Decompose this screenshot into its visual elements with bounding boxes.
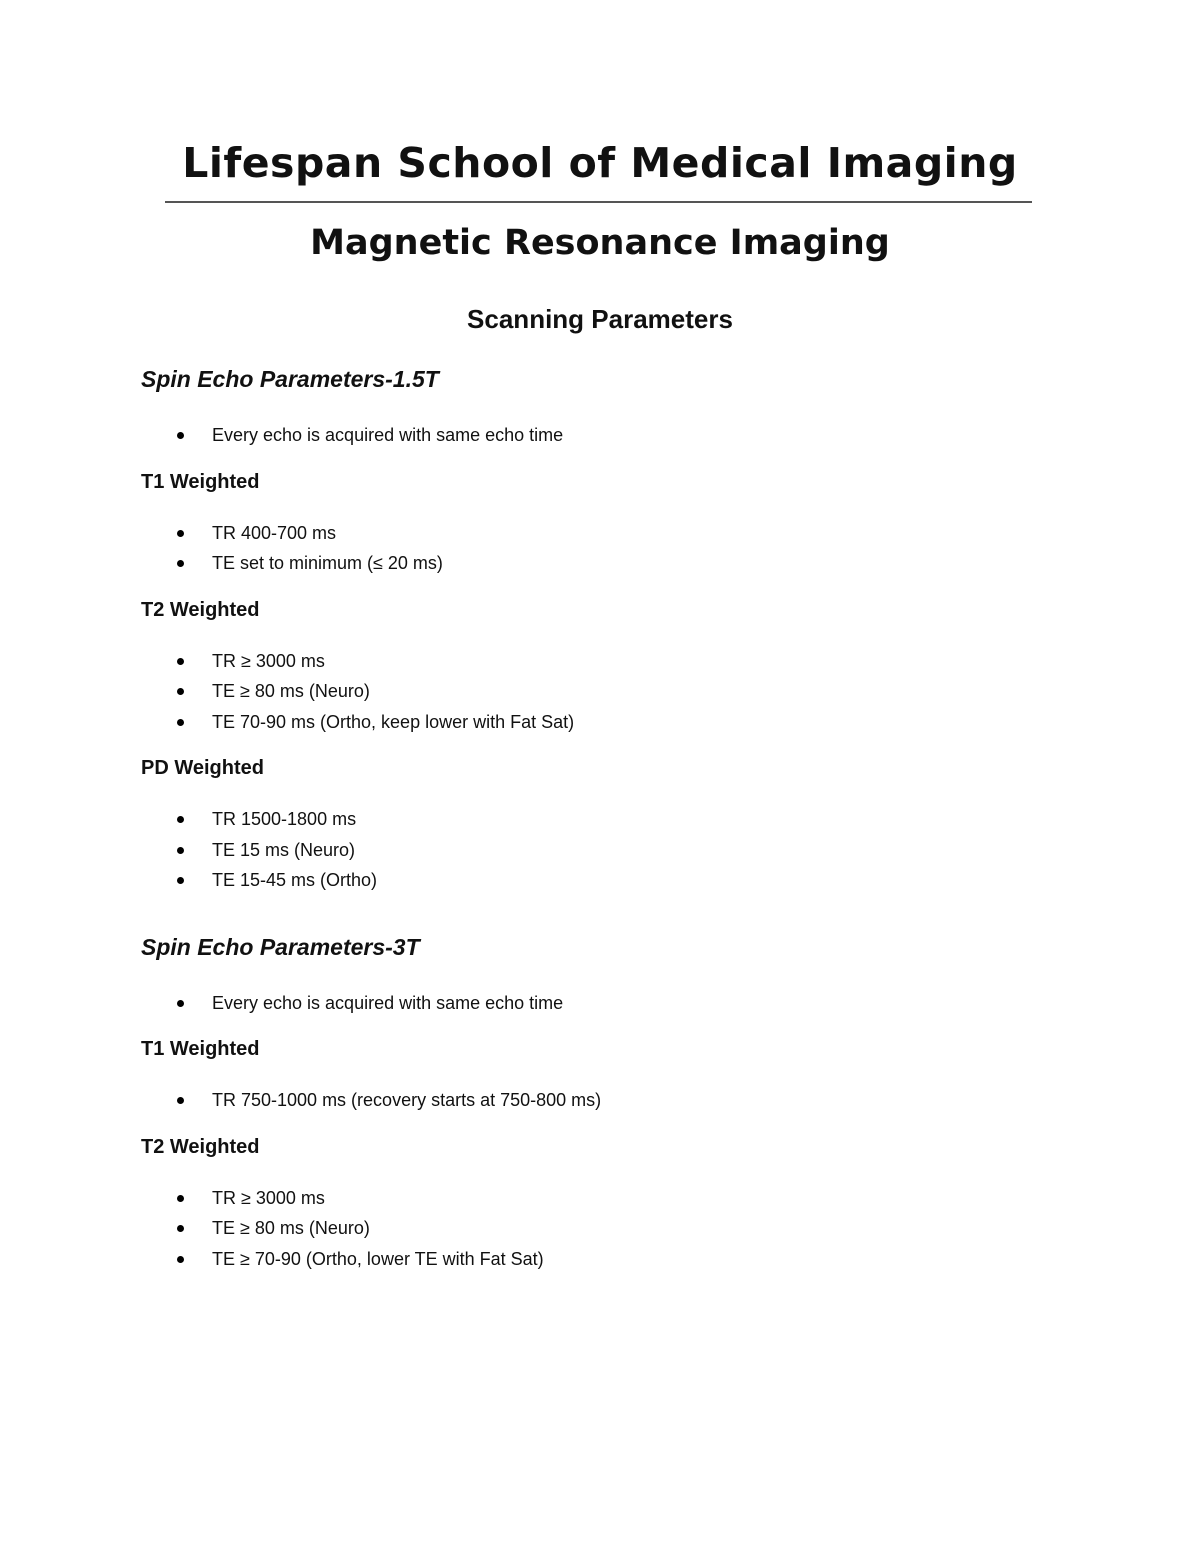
- intro-list: [141, 988, 1101, 1019]
- list-item: [141, 988, 1101, 1019]
- list-item: [141, 835, 1101, 866]
- list-item-text: Every echo is acquired with same echo time: [212, 425, 564, 445]
- bullet-icon: [177, 530, 184, 537]
- list-item: [141, 420, 1101, 451]
- parameter-list: [141, 1085, 1101, 1116]
- header-divider: [165, 201, 1032, 203]
- bullet-icon: [177, 1000, 184, 1007]
- subsection-heading: T2 Weighted: [141, 1135, 260, 1158]
- group-3t: [141, 930, 1101, 1275]
- list-item-text: TE set to minimum (≤ 20 ms): [212, 553, 443, 573]
- list-item: [141, 676, 1101, 707]
- list-item-text: TE ≥ 80 ms (Neuro): [212, 1218, 370, 1238]
- school-title: Lifespan School of Medical Imaging: [182, 139, 1018, 187]
- section-title: Scanning Parameters: [467, 304, 733, 334]
- list-item-text: Every echo is acquired with same echo time: [212, 992, 564, 1013]
- list-item: [141, 1183, 1101, 1214]
- list-item: [141, 1244, 1101, 1275]
- subsection-heading: T1 Weighted: [141, 1038, 260, 1060]
- parameter-list: [141, 646, 1101, 738]
- list-item-text: TR ≥ 3000 ms: [212, 1187, 325, 1208]
- parameter-list: [141, 1183, 1101, 1275]
- list-item: [141, 548, 1101, 579]
- list-item-text: TR 1500-1800 ms: [212, 809, 357, 829]
- bullet-icon: [177, 719, 184, 726]
- bullet-icon: [177, 1256, 184, 1263]
- subsection-heading: T1 Weighted: [141, 470, 260, 493]
- list-item-text: TR ≥ 3000 ms: [212, 650, 325, 671]
- list-item: [141, 865, 1101, 896]
- bullet-icon: [177, 877, 184, 884]
- list-item-text: TE 70-90 ms (Ortho, keep lower with Fat Sat): [212, 711, 575, 732]
- group-heading: Spin Echo Parameters-1.5T: [141, 366, 439, 392]
- program-subtitle: Magnetic Resonance Imaging: [310, 223, 890, 263]
- subsection-heading: PD Weighted: [141, 757, 264, 779]
- list-item: [141, 707, 1101, 738]
- list-item: [141, 1085, 1101, 1116]
- bullet-icon: [177, 1195, 184, 1202]
- bullet-icon: [177, 847, 184, 854]
- list-item-text: TE 15 ms (Neuro): [212, 839, 356, 860]
- group-1-5t: [141, 362, 1101, 896]
- bullet-icon: [177, 1097, 184, 1104]
- document-body: [141, 362, 1101, 1274]
- parameter-list: [141, 804, 1101, 896]
- list-item: [141, 1213, 1101, 1244]
- list-item-text: TR 750-1000 ms (recovery starts at 750-800 ms): [212, 1090, 602, 1110]
- list-item-text: TE 15-45 ms (Ortho): [212, 870, 378, 890]
- bullet-icon: [177, 560, 184, 567]
- intro-list: [141, 420, 1101, 451]
- bullet-icon: [177, 658, 184, 665]
- list-item-text: TR 400-700 ms: [212, 522, 337, 543]
- list-item-text: TE ≥ 70-90 (Ortho, lower TE with Fat Sat): [212, 1248, 544, 1269]
- list-item: [141, 804, 1101, 835]
- bullet-icon: [177, 1225, 184, 1232]
- bullet-icon: [177, 688, 184, 695]
- list-item: [141, 518, 1101, 549]
- list-item: [141, 646, 1101, 677]
- group-heading: Spin Echo Parameters-3T: [141, 933, 420, 960]
- list-item-text: TE ≥ 80 ms (Neuro): [212, 681, 370, 701]
- bullet-icon: [177, 816, 184, 823]
- bullet-icon: [177, 432, 184, 439]
- parameter-list: [141, 518, 1101, 579]
- subsection-heading: T2 Weighted: [141, 598, 260, 621]
